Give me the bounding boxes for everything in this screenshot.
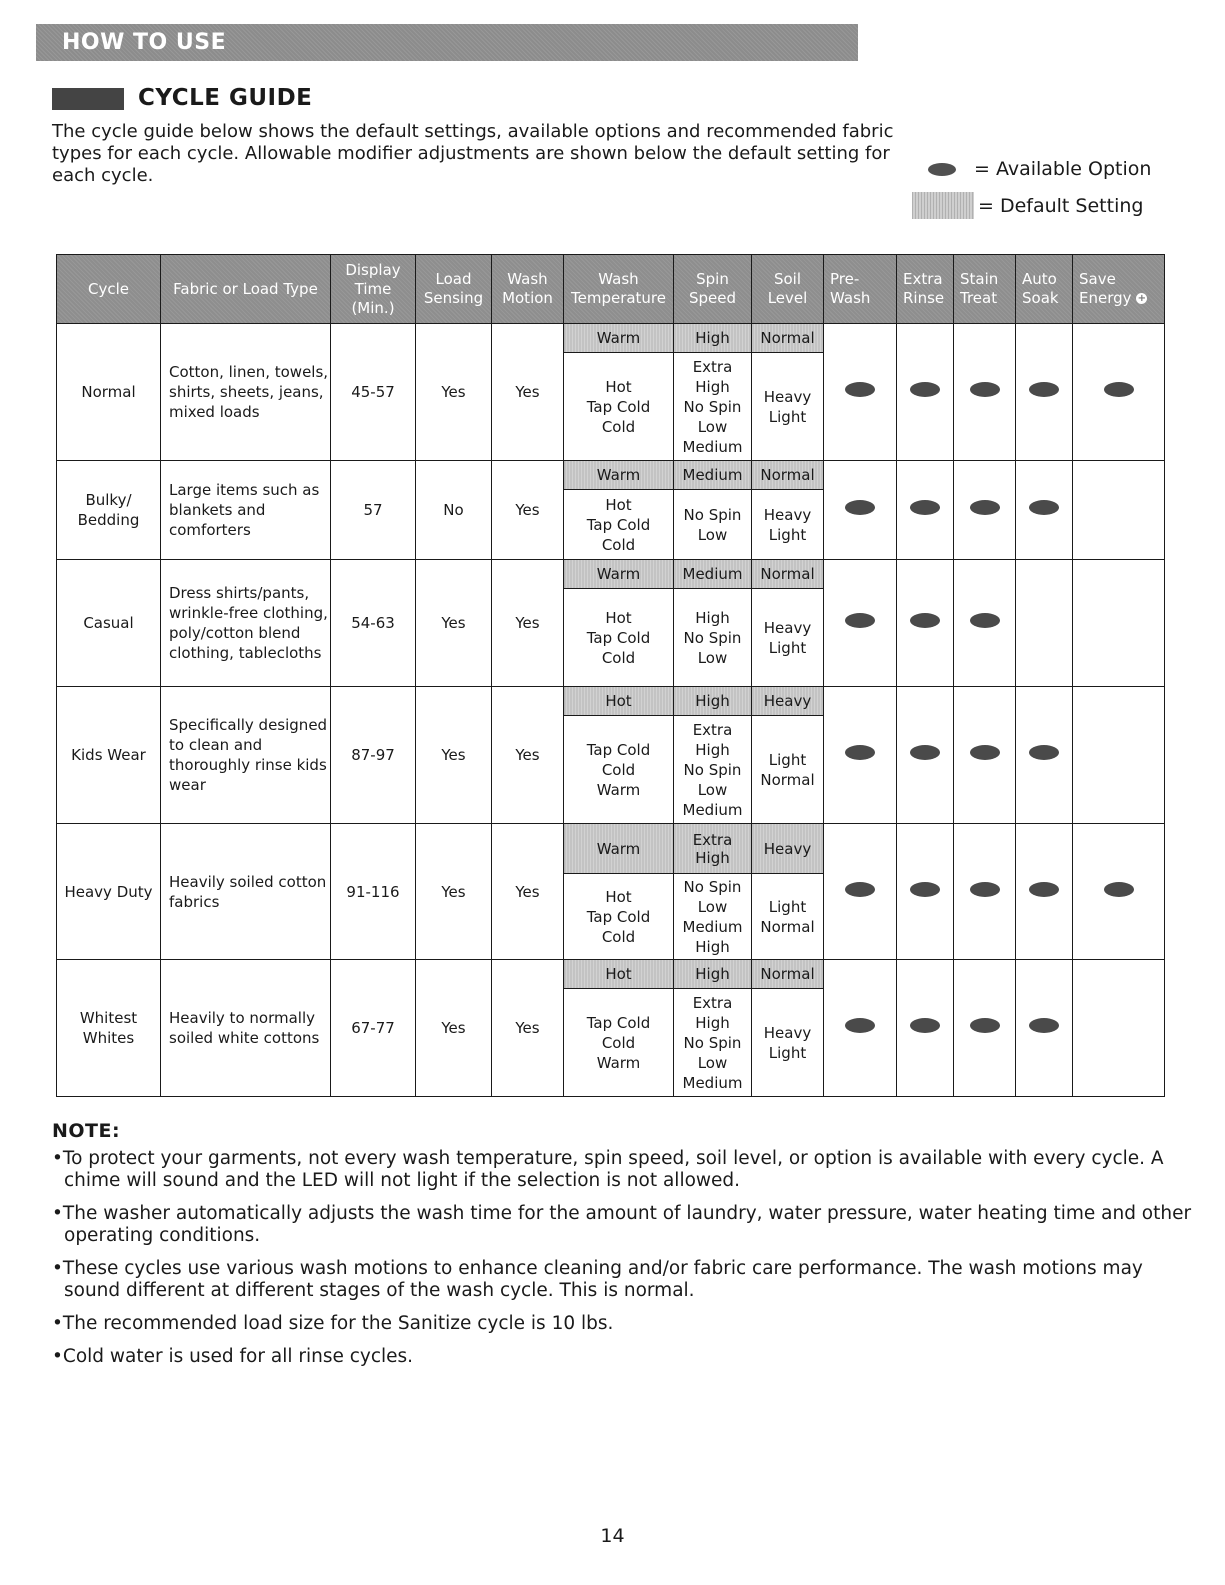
header-wash-motion: Wash Motion xyxy=(492,255,564,324)
cell-fabric: Dress shirts/pants, wrinkle-free clothing, poly/cotton blend clothing, tablecloths xyxy=(161,560,331,687)
header-soil-level: Soil Level xyxy=(752,255,824,324)
cell-extra-rinse xyxy=(897,324,954,461)
table-row xyxy=(57,324,1165,353)
cell-soil-default: Normal xyxy=(752,461,824,490)
cell-spin-options: Extra High No Spin Low Medium xyxy=(674,716,752,824)
cell-fabric: Specifically designed to clean and thoroughly rinse kids wear xyxy=(161,687,331,824)
cell-auto-soak xyxy=(1016,560,1073,687)
cell-spin-default: Medium xyxy=(674,560,752,589)
cell-soil-options: Heavy Light xyxy=(752,589,824,687)
cell-save-energy xyxy=(1073,687,1165,824)
cell-extra-rinse xyxy=(897,687,954,824)
cell-spin-default: High xyxy=(674,960,752,989)
cell-soil-options: Heavy Light xyxy=(752,490,824,560)
cell-display-time: 87-97 xyxy=(331,687,416,824)
cell-spin-options: High No Spin Low xyxy=(674,589,752,687)
cell-wash-motion: Yes xyxy=(492,960,564,1097)
cell-fabric: Heavily soiled cotton fabrics xyxy=(161,824,331,960)
available-option-icon xyxy=(1029,382,1059,397)
available-option-icon xyxy=(910,500,940,515)
header-load-sensing: Load Sensing xyxy=(416,255,492,324)
cell-save-energy xyxy=(1073,960,1165,1097)
note-item: • The recommended load size for the Sanitize cycle is 10 lbs. xyxy=(52,1313,1202,1335)
cell-extra-rinse xyxy=(897,824,954,960)
cell-temp-options: Hot Tap Cold Cold xyxy=(564,353,674,461)
available-option-icon xyxy=(970,382,1000,397)
cell-pre-wash xyxy=(824,560,897,687)
cell-pre-wash xyxy=(824,824,897,960)
cell-stain-treat xyxy=(954,461,1016,560)
note-item: • Cold water is used for all rinse cycles. xyxy=(52,1346,1202,1368)
cell-spin-options: Extra High No Spin Low Medium xyxy=(674,353,752,461)
cell-fabric: Large items such as blankets and comforters xyxy=(161,461,331,560)
page-number: 14 xyxy=(600,1525,625,1547)
available-option-icon xyxy=(910,613,940,628)
cell-temp-default: Hot xyxy=(564,687,674,716)
cell-wash-motion: Yes xyxy=(492,824,564,960)
cell-temp-options: Tap Cold Cold Warm xyxy=(564,989,674,1097)
cell-soil-options: Light Normal xyxy=(752,874,824,960)
available-option-icon xyxy=(928,163,956,176)
table-row xyxy=(57,960,1165,989)
header-auto-soak: Auto Soak xyxy=(1016,255,1073,324)
available-option-icon xyxy=(845,382,875,397)
cell-stain-treat xyxy=(954,824,1016,960)
legend-default xyxy=(912,192,1143,219)
available-option-icon xyxy=(1104,382,1134,397)
cell-fabric: Heavily to normally soiled white cottons xyxy=(161,960,331,1097)
cell-display-time: 91-116 xyxy=(331,824,416,960)
header-save-energy-label: Save Energy xyxy=(1079,270,1132,307)
legend-available-label: = Available Option xyxy=(974,158,1152,180)
cell-temp-options: Hot Tap Cold Cold xyxy=(564,874,674,960)
cell-display-time: 67-77 xyxy=(331,960,416,1097)
available-option-icon xyxy=(910,882,940,897)
header-stain-treat: Stain Treat xyxy=(954,255,1016,324)
cell-soil-options: Light Normal xyxy=(752,716,824,824)
available-option-icon xyxy=(970,500,1000,515)
cell-cycle: Heavy Duty xyxy=(57,824,161,960)
cell-pre-wash xyxy=(824,324,897,461)
cell-extra-rinse xyxy=(897,461,954,560)
note-item: • To protect your garments, not every wash temperature, spin speed, soil level, or option is available with every cycle. A chime will sound and the LED will not light if the selection is not allowed. xyxy=(52,1148,1202,1192)
available-option-icon xyxy=(910,382,940,397)
available-option-icon xyxy=(1029,882,1059,897)
section-banner: HOW TO USE xyxy=(36,24,858,61)
cell-spin-default: Extra High xyxy=(674,824,752,874)
cell-cycle: Casual xyxy=(57,560,161,687)
cell-soil-options: Heavy Light xyxy=(752,989,824,1097)
note-item: • The washer automatically adjusts the wash time for the amount of laundry, water pressure, water heating time and other operating conditions. xyxy=(52,1203,1202,1247)
available-option-icon xyxy=(970,613,1000,628)
header-display-time: Display Time (Min.) xyxy=(331,255,416,324)
cell-spin-default: Medium xyxy=(674,461,752,490)
header-save-energy xyxy=(1073,255,1165,324)
header-spin-speed: Spin Speed xyxy=(674,255,752,324)
cell-cycle: Normal xyxy=(57,324,161,461)
page-title: CYCLE GUIDE xyxy=(138,85,313,111)
available-option-icon xyxy=(910,745,940,760)
note-item: • These cycles use various wash motions to enhance cleaning and/or fabric care performance. The wash motions may sound different at different stages of the wash cycle. This is normal. xyxy=(52,1258,1202,1302)
cell-extra-rinse xyxy=(897,560,954,687)
cell-save-energy xyxy=(1073,560,1165,687)
default-setting-swatch xyxy=(912,192,974,219)
cell-stain-treat xyxy=(954,560,1016,687)
cell-save-energy xyxy=(1073,824,1165,960)
energy-plus-icon: + xyxy=(1137,293,1146,304)
cell-wash-motion: Yes xyxy=(492,324,564,461)
legend-available xyxy=(928,158,1151,180)
cell-auto-soak xyxy=(1016,960,1073,1097)
available-option-icon xyxy=(845,613,875,628)
title-marker-block xyxy=(52,88,124,110)
cell-temp-default: Warm xyxy=(564,461,674,490)
cell-stain-treat xyxy=(954,960,1016,1097)
cell-load-sensing: No xyxy=(416,461,492,560)
cell-display-time: 57 xyxy=(331,461,416,560)
cell-display-time: 45-57 xyxy=(331,324,416,461)
cell-save-energy xyxy=(1073,461,1165,560)
available-option-icon xyxy=(845,1018,875,1033)
available-option-icon xyxy=(845,882,875,897)
cell-soil-options: Heavy Light xyxy=(752,353,824,461)
cell-fabric: Cotton, linen, towels, shirts, sheets, jeans, mixed loads xyxy=(161,324,331,461)
header-fabric: Fabric or Load Type xyxy=(161,255,331,324)
cell-cycle: Bulky/ Bedding xyxy=(57,461,161,560)
table-row xyxy=(57,824,1165,874)
available-option-icon xyxy=(970,882,1000,897)
available-option-icon xyxy=(970,1018,1000,1033)
cell-soil-default: Normal xyxy=(752,560,824,589)
cell-load-sensing: Yes xyxy=(416,960,492,1097)
cell-pre-wash xyxy=(824,687,897,824)
cell-pre-wash xyxy=(824,960,897,1097)
available-option-icon xyxy=(910,1018,940,1033)
table-row xyxy=(57,461,1165,490)
cell-wash-motion: Yes xyxy=(492,461,564,560)
table-row xyxy=(57,687,1165,716)
table-row xyxy=(57,560,1165,589)
cell-soil-default: Normal xyxy=(752,960,824,989)
cell-spin-options: Extra High No Spin Low Medium xyxy=(674,989,752,1097)
available-option-icon xyxy=(1104,882,1134,897)
cell-temp-default: Warm xyxy=(564,560,674,589)
cell-pre-wash xyxy=(824,461,897,560)
cell-display-time: 54-63 xyxy=(331,560,416,687)
cell-wash-motion: Yes xyxy=(492,687,564,824)
header-pre-wash: Pre-Wash xyxy=(824,255,897,324)
cell-temp-default: Warm xyxy=(564,824,674,874)
header-extra-rinse: Extra Rinse xyxy=(897,255,954,324)
cell-temp-options: Hot Tap Cold Cold xyxy=(564,490,674,560)
note-title: NOTE: xyxy=(52,1120,121,1142)
cell-temp-options: Hot Tap Cold Cold xyxy=(564,589,674,687)
cell-spin-default: High xyxy=(674,687,752,716)
cycle-table-body xyxy=(57,324,1165,1097)
header-wash-temperature: Wash Temperature xyxy=(564,255,674,324)
cell-soil-default: Heavy xyxy=(752,687,824,716)
cell-auto-soak xyxy=(1016,824,1073,960)
cell-load-sensing: Yes xyxy=(416,324,492,461)
available-option-icon xyxy=(1029,745,1059,760)
cell-temp-default: Hot xyxy=(564,960,674,989)
cell-auto-soak xyxy=(1016,687,1073,824)
header-cycle: Cycle xyxy=(57,255,161,324)
cell-spin-options: No Spin Low xyxy=(674,490,752,560)
cell-auto-soak xyxy=(1016,324,1073,461)
cell-soil-default: Normal xyxy=(752,324,824,353)
available-option-icon xyxy=(845,745,875,760)
cell-stain-treat xyxy=(954,324,1016,461)
cell-temp-default: Warm xyxy=(564,324,674,353)
cell-extra-rinse xyxy=(897,960,954,1097)
legend-default-label: = Default Setting xyxy=(978,194,1144,217)
cell-wash-motion: Yes xyxy=(492,560,564,687)
cell-stain-treat xyxy=(954,687,1016,824)
intro-text: The cycle guide below shows the default settings, available options and recommended fabric types for each cycle. Allowable modifier adjustments are shown below the default setting for each cycle. xyxy=(52,121,894,186)
available-option-icon xyxy=(1029,1018,1059,1033)
cell-load-sensing: Yes xyxy=(416,687,492,824)
cell-cycle: Kids Wear xyxy=(57,687,161,824)
cell-spin-options: No Spin Low Medium High xyxy=(674,874,752,960)
cell-save-energy xyxy=(1073,324,1165,461)
cell-temp-options: Tap Cold Cold Warm xyxy=(564,716,674,824)
cell-load-sensing: Yes xyxy=(416,824,492,960)
available-option-icon xyxy=(970,745,1000,760)
cell-auto-soak xyxy=(1016,461,1073,560)
cell-load-sensing: Yes xyxy=(416,560,492,687)
cell-spin-default: High xyxy=(674,324,752,353)
cycle-guide-table xyxy=(56,254,1165,1097)
cell-soil-default: Heavy xyxy=(752,824,824,874)
note-list xyxy=(52,1148,1202,1379)
cell-cycle: Whitest Whites xyxy=(57,960,161,1097)
available-option-icon xyxy=(1029,500,1059,515)
available-option-icon xyxy=(845,500,875,515)
